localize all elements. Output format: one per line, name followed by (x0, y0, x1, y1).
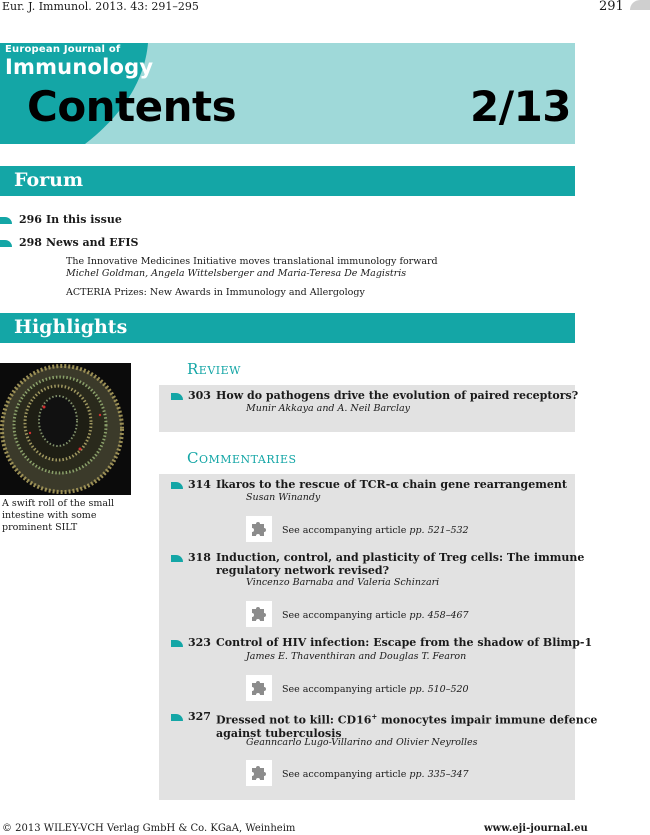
footer-copyright: © 2013 WILEY-VCH Verlag GmbH & Co. KGaA, Weinheim (2, 823, 296, 834)
see-label: See accompanying article (282, 610, 407, 621)
forum-heading: Forum (14, 169, 84, 191)
entry-authors: Susan Winandy (246, 492, 321, 503)
cover-image (0, 363, 131, 495)
entry-page: 314 (188, 478, 211, 491)
entry-title-link[interactable]: How do pathogens drive the evolution of paired receptors? (216, 389, 579, 402)
forum-section-bar (0, 166, 575, 196)
entry-title-line1-pre: Dressed not to kill: CD16 (216, 713, 372, 727)
entry-page: 323 (188, 636, 211, 649)
review-heading: Review (187, 360, 241, 378)
entry-page: 296 (19, 213, 42, 226)
see-pages: pp. 510–520 (409, 684, 469, 695)
entry-page: 303 (188, 389, 211, 402)
news-item-title-link[interactable]: ACTERIA Prizes: New Awards in Immunology and Allergology (66, 287, 365, 298)
see-pages: pp. 458–467 (409, 610, 469, 621)
entry-title-line2: against tuberculosis (216, 726, 342, 740)
see-accompanying-link[interactable] (282, 684, 469, 695)
page-title: Contents (27, 82, 237, 131)
entry-title-line1: Induction, control, and plasticity of Treg cells: The immune (216, 551, 585, 564)
puzzle-icon (246, 601, 272, 627)
entry-authors: Geanncarlo Lugo-Villarino and Olivier Neyrolles (246, 737, 478, 748)
entry-page: 318 (188, 551, 211, 564)
entry-title-link[interactable]: Control of HIV infection: Escape from the shadow of Blimp-1 (216, 636, 593, 649)
see-label: See accompanying article (282, 684, 407, 695)
entry-authors: Munir Akkaya and A. Neil Barclay (246, 403, 411, 414)
see-accompanying-link[interactable] (282, 769, 469, 780)
corner-tab (630, 0, 650, 10)
entry-title-link[interactable] (216, 551, 584, 577)
news-item-title-link[interactable]: The Innovative Medicines Initiative moves translational immunology forward (66, 256, 438, 267)
news-item-authors: Michel Goldman, Angela Wittelsberger and Maria-Teresa De Magistris (66, 268, 407, 279)
entry-title-sup: + (371, 712, 378, 721)
page-number: 291 (599, 0, 624, 14)
entry-title-link[interactable]: Ikaros to the rescue of TCR-α chain gene rearrangement (216, 478, 567, 491)
entry-title-line1-post: monocytes impair immune defence (377, 713, 598, 727)
commentaries-heading: Commentaries (187, 449, 297, 467)
see-label: See accompanying article (282, 525, 407, 536)
see-accompanying-link[interactable] (282, 525, 469, 536)
bullet-icon (0, 217, 12, 224)
puzzle-icon (246, 516, 272, 542)
see-pages: pp. 335–347 (409, 769, 469, 780)
journal-name-line2: Immunology (5, 55, 154, 79)
entry-authors: James E. Thaventhiran and Douglas T. Fearon (246, 651, 467, 662)
entry-page: 327 (188, 710, 211, 723)
cover-caption: A swift roll of the small intestine with some prominent SILT (2, 498, 115, 533)
see-accompanying-link[interactable] (282, 610, 469, 621)
bullet-icon (0, 240, 12, 247)
see-pages: pp. 521–532 (409, 525, 469, 536)
puzzle-icon (246, 675, 272, 701)
entry-title-line2: regulatory network revised? (216, 564, 390, 577)
highlights-heading: Highlights (14, 316, 128, 338)
see-label: See accompanying article (282, 769, 407, 780)
entry-title-link[interactable]: News and EFIS (46, 236, 139, 249)
entry-title-link[interactable] (216, 710, 597, 740)
journal-name-line1: European Journal of (5, 44, 121, 55)
issue-number: 2/13 (470, 82, 572, 131)
footer-website-link[interactable]: www.eji-journal.eu (484, 823, 588, 834)
entry-authors: Vincenzo Barnaba and Valeria Schinzari (246, 577, 440, 588)
entry-page: 298 (19, 236, 42, 249)
running-head: Eur. J. Immunol. 2013. 43: 291–295 (2, 0, 199, 13)
puzzle-icon (246, 760, 272, 786)
entry-title-link[interactable]: In this issue (46, 213, 122, 226)
